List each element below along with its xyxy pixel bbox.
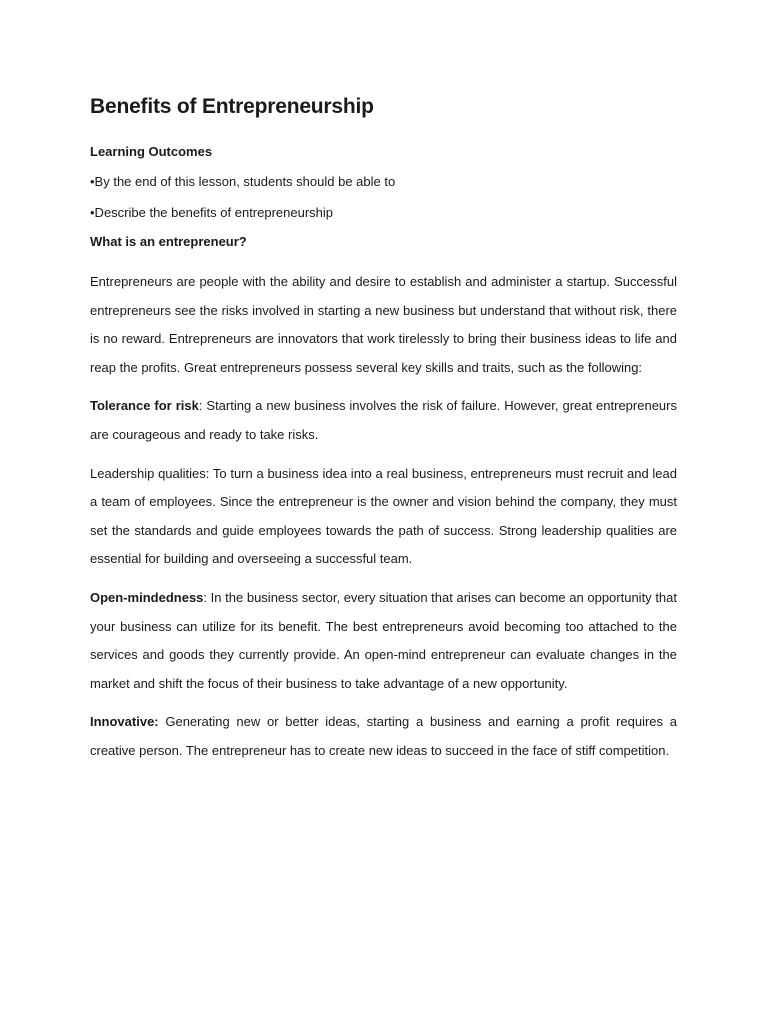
intro-paragraph: Entrepreneurs are people with the ability and desire to establish and administer a startup. Successful entrepreneurs see the risks involved in starting a new business but understand that without risk, there is no reward. Entrepreneurs are innovators that work tirelessly to bring their business ideas to life and reap the profits. Great entrepreneurs possess several key skills and traits, such as the following: [90, 274, 677, 375]
trait-paragraph-innovative [90, 708, 677, 765]
page-title: Benefits of Entrepreneurship [90, 95, 374, 118]
trait-paragraph-leadership [90, 460, 677, 574]
trait-term: Tolerance for risk [90, 398, 199, 414]
trait-text: : In the business sector, every situation that arises can become an opportunity that your business can utilize for its benefit. The best entrepreneurs avoid becoming too attached to the services and goods they currently provide. An open-mind entrepreneur can evaluate changes in the market and shift the focus of their business to take advantage of a new opportunity. [90, 589, 677, 691]
trait-text: Leadership qualities: To turn a business idea into a real business, entrepreneurs must recruit and lead a team of employees. Since the entrepreneur is the owner and vision behind the company, they must set the standards and guide employees towards the path of success. Strong leadership qualities are essential for building and overseeing a successful team. [90, 465, 677, 567]
document-page [90, 90, 677, 776]
outcome-item: •By the end of this lesson, students should be able to [90, 174, 396, 189]
trait-term: Innovative: [90, 714, 159, 730]
learning-outcomes-heading: Learning Outcomes [90, 144, 213, 159]
trait-term: Open-mindedness [90, 589, 204, 605]
trait-paragraph-risk [90, 392, 677, 449]
trait-paragraph-open-mindedness [90, 584, 677, 698]
trait-text: : Starting a new business involves the risk of failure. However, great entrepreneurs are courageous and ready to take risks. [90, 398, 677, 442]
question-heading: What is an entrepreneur? [90, 234, 247, 249]
outcome-item: •Describe the benefits of entrepreneurship [90, 205, 334, 220]
trait-text: Generating new or better ideas, starting a business and earning a profit requires a creative person. The entrepreneur has to create new ideas to succeed in the face of stiff competition. [90, 714, 677, 758]
